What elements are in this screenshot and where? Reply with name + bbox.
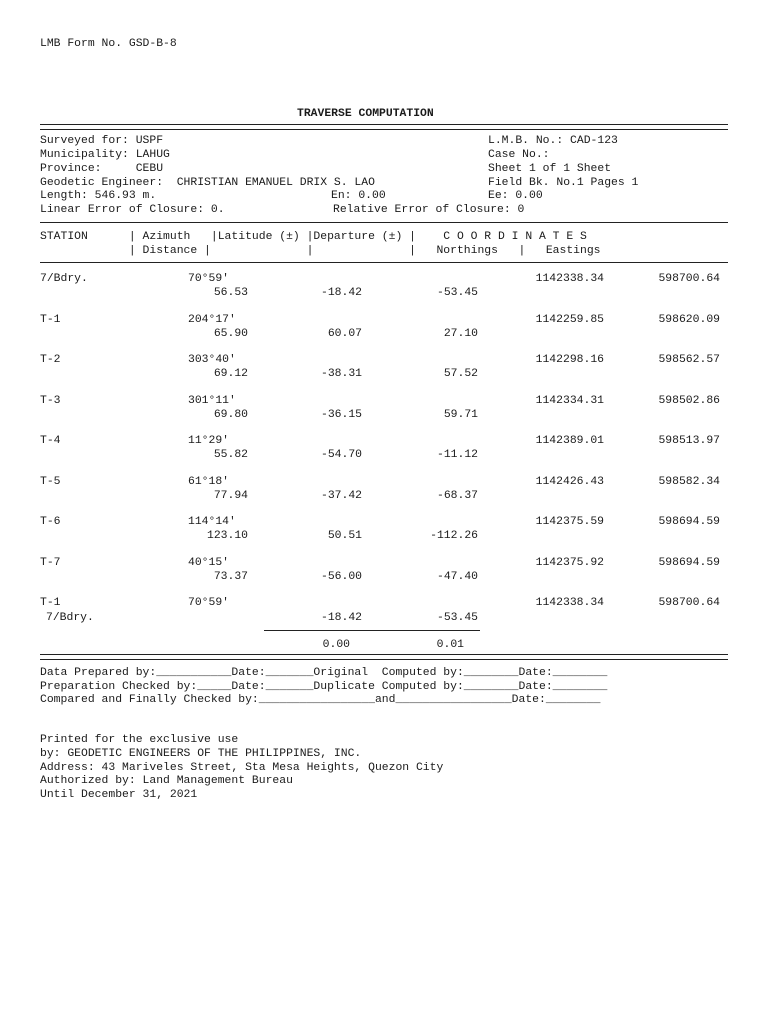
signature-line-1: Data Prepared by:___________Date:_______Original Computed by:________Date:________ [40,667,608,679]
row-azimuth: 11°29' [188,435,230,447]
row-easting: 598700.64 [658,273,720,285]
row-latitude: -38.31 [320,368,362,380]
row-departure: 59.71 [443,409,478,421]
row-azimuth: 70°59' [188,597,230,609]
row-easting: 598700.64 [658,597,720,609]
row-latitude: -56.00 [320,571,362,583]
signature-line-2: Preparation Checked by:_____Date:_______Duplicate Computed by:________Date:________ [40,681,608,693]
last-departure: -53.45 [436,612,478,624]
row-northing: 1142426.43 [535,476,604,488]
double-rule-bottom [40,654,728,660]
row-northing: 1142338.34 [535,597,604,609]
row-departure: 57.52 [443,368,478,380]
last-station: 7/Bdry. [46,612,94,624]
row-latitude: -18.42 [320,287,362,299]
row-station: T-1 [40,314,61,326]
signature-line-3: Compared and Finally Checked by:_________________and_________________Date:________ [40,694,601,706]
column-header-line2: | Distance | | | Northings | Eastings [40,245,601,257]
row-northing: 1142298.16 [535,354,604,366]
row-easting: 598582.34 [658,476,720,488]
footer-line-5: Until December 31, 2021 [40,789,198,801]
row-azimuth: 204°17' [188,314,236,326]
row-distance: 77.94 [213,490,248,502]
row-distance: 73.37 [213,571,248,583]
latitude-total: 0.00 [322,639,350,651]
row-station: T-6 [40,516,61,528]
row-azimuth: 303°40' [188,354,236,366]
row-easting: 598694.59 [658,557,720,569]
departure-total: 0.01 [436,639,464,651]
row-northing: 1142375.92 [535,557,604,569]
row-station: 7/Bdry. [40,273,88,285]
row-northing: 1142375.59 [535,516,604,528]
row-departure: -68.37 [436,490,478,502]
row-station: T-1 [40,597,61,609]
row-latitude: -54.70 [320,449,362,461]
row-distance: 123.10 [206,530,248,542]
row-distance: 69.80 [213,409,248,421]
sum-rule [264,630,480,631]
row-station: T-2 [40,354,61,366]
row-northing: 1142259.85 [535,314,604,326]
row-northing: 1142338.34 [535,273,604,285]
row-latitude: 60.07 [327,328,362,340]
page-title: TRAVERSE COMPUTATION [297,108,434,120]
rule-header-top [40,222,728,223]
row-easting: 598513.97 [658,435,720,447]
column-header-line1: STATION | Azimuth |Latitude (±) |Departure (±) | C O O R D I N A T E S [40,231,587,243]
row-distance: 55.82 [213,449,248,461]
case-number: Case No.: [488,149,550,161]
row-station: T-5 [40,476,61,488]
geodetic-engineer: Geodetic Engineer: CHRISTIAN EMANUEL DRIX S. LAO [40,177,375,189]
lmb-number: L.M.B. No.: CAD-123 [488,135,618,147]
row-easting: 598562.57 [658,354,720,366]
row-departure: -11.12 [436,449,478,461]
row-azimuth: 70°59' [188,273,230,285]
row-departure: -112.26 [430,530,478,542]
row-station: T-4 [40,435,61,447]
double-rule-top [40,124,728,130]
en-value: En: 0.00 [331,190,386,202]
row-easting: 598620.09 [658,314,720,326]
row-northing: 1142334.31 [535,395,604,407]
row-easting: 598502.86 [658,395,720,407]
length: Length: 546.93 m. [40,190,157,202]
row-azimuth: 301°11' [188,395,236,407]
linear-error: Linear Error of Closure: 0. [40,204,225,216]
footer-line-2: by: GEODETIC ENGINEERS OF THE PHILIPPINES, INC. [40,748,362,760]
province: Province: CEBU [40,163,164,175]
row-distance: 65.90 [213,328,248,340]
row-distance: 69.12 [213,368,248,380]
row-station: T-7 [40,557,61,569]
row-easting: 598694.59 [658,516,720,528]
form-number: LMB Form No. GSD-B-8 [40,38,177,50]
row-station: T-3 [40,395,61,407]
footer-line-3: Address: 43 Mariveles Street, Sta Mesa Heights, Quezon City [40,762,444,774]
footer-line-1: Printed for the exclusive use [40,734,239,746]
last-latitude: -18.42 [320,612,362,624]
row-latitude: -36.15 [320,409,362,421]
sheet-number: Sheet 1 of 1 Sheet [488,163,612,175]
row-distance: 56.53 [213,287,248,299]
ee-value: Ee: 0.00 [488,190,543,202]
row-latitude: 50.51 [327,530,362,542]
row-latitude: -37.42 [320,490,362,502]
row-northing: 1142389.01 [535,435,604,447]
rule-header-bottom [40,262,728,263]
municipality: Municipality: LAHUG [40,149,170,161]
surveyed-for: Surveyed for: USPF [40,135,164,147]
row-azimuth: 61°18' [188,476,230,488]
row-departure: 27.10 [443,328,478,340]
footer-line-4: Authorized by: Land Management Bureau [40,775,293,787]
row-departure: -53.45 [436,287,478,299]
row-departure: -47.40 [436,571,478,583]
row-azimuth: 114°14' [188,516,236,528]
relative-error: Relative Error of Closure: 0 [333,204,525,216]
field-book: Field Bk. No.1 Pages 1 [488,177,639,189]
row-azimuth: 40°15' [188,557,230,569]
